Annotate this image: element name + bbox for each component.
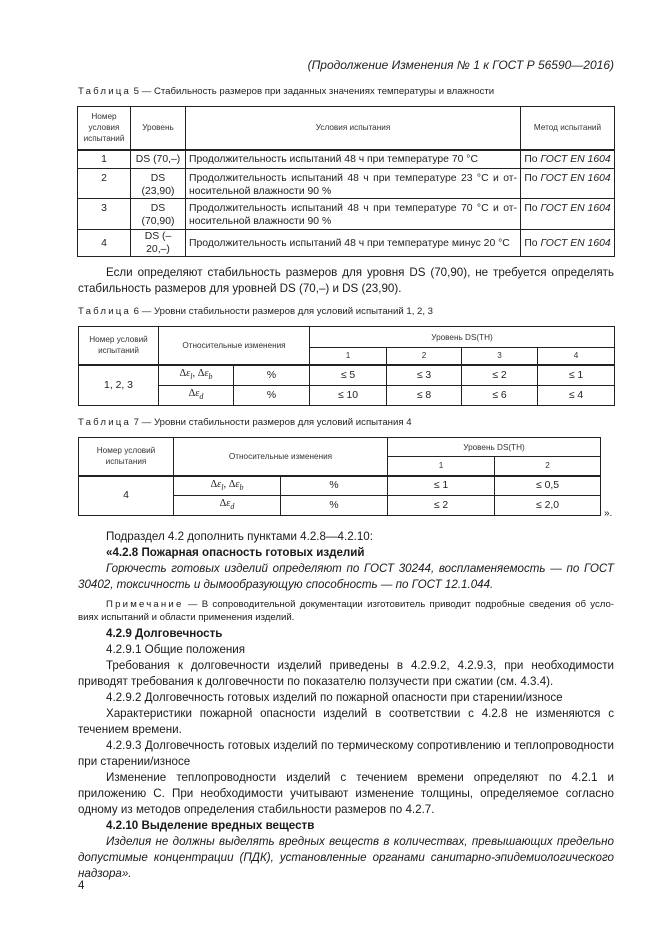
value: ≤ 8 [387, 386, 462, 406]
level-1: 1 [388, 457, 495, 476]
unit: % [281, 496, 388, 516]
method-prefix: По [524, 237, 541, 249]
row-num: 4 [78, 230, 131, 257]
row-num: 3 [78, 199, 131, 230]
paragraph-4-2-9-1: Требования к долговечности изделий приведены в 4.2.9.2, 4.2.9.3, при необходимости приводят требования к долговечности по показателю ползучести при сжатии (см. 4.3.4). [78, 659, 614, 688]
value: ≤ 2 [462, 365, 538, 386]
row-condition: Продолжительность испытаний 48 ч при температуре минус 20 °С [186, 230, 521, 257]
table5-header-row [78, 107, 615, 150]
table-row [79, 365, 615, 386]
note-text: — В сопроводительной документации изготовитель приводит подробные сведения об условиях испытаний и области применения изделий. [78, 599, 614, 623]
table6-caption-text: 6 — Уровни стабильности размеров для условий испытаний 1, 2, 3 [131, 306, 434, 317]
row-method [521, 169, 615, 199]
row-level: DS (70,90) [131, 199, 186, 230]
paragraph-intro: Подраздел 4.2 дополнить пунктами 4.2.8—4.2.10: [106, 530, 373, 543]
value: ≤ 0,5 [495, 476, 601, 496]
method-standard: ГОСТ EN 1604 [540, 203, 611, 214]
level-1: 1 [310, 348, 387, 365]
value: ≤ 5 [310, 365, 387, 386]
paragraph-4-2-8: Горючесть готовых изделий определяют по ГОСТ 30244, воспламеняемость — по ГОСТ 30402, токсичность и дымообразующую способность — по ГОСТ 12.1.044. [78, 562, 614, 591]
table7-col-num: Номер условий испытания [79, 438, 174, 476]
table5-col-level: Уровень [131, 107, 186, 150]
row-method [521, 199, 615, 230]
method-prefix: По [524, 153, 541, 165]
table6-col-level: Уровень DS(TH) [310, 327, 615, 348]
table6-header-row [79, 327, 615, 348]
table-row [78, 150, 615, 169]
note [78, 598, 614, 624]
table-row [78, 169, 615, 199]
level-4: 4 [538, 348, 615, 365]
value: ≤ 6 [462, 386, 538, 406]
table5-col-method: Метод испытаний [521, 107, 615, 150]
table5 [77, 106, 615, 257]
level-3: 3 [462, 348, 538, 365]
table5-col-condition: Условия испытания [186, 107, 521, 150]
table6 [78, 326, 615, 406]
heading-4-2-9: 4.2.9 Долговечность [106, 627, 223, 640]
row-condition: Продолжительность испытаний 48 ч при температуре 70 °С [186, 150, 521, 169]
table5-col-num: Номер условия испытаний [78, 107, 131, 150]
paragraph-ds-note: Если определяют стабильность размеров для уровня DS (70,90), не требуется определять стабильность размеров для уровней DS (70,–) и DS (23,90). [78, 266, 614, 295]
table-row [79, 386, 615, 406]
table7-header-row [79, 438, 601, 457]
row-method [521, 150, 615, 169]
value: ≤ 2 [388, 496, 495, 516]
row-method [521, 230, 615, 257]
method-standard: ГОСТ EN 1604 [540, 153, 611, 165]
value: ≤ 1 [538, 365, 615, 386]
value: ≤ 4 [538, 386, 615, 406]
table5-caption-text: 5 — Стабильность размеров при заданных значениях температуры и влажности [131, 86, 495, 97]
method-standard: ГОСТ EN 1604 [540, 173, 611, 184]
table5-caption [78, 86, 494, 97]
paragraph-4-2-10: Изделия не должны выделять вредных веществ в количествах, превышающих предельно допустимые концентрации (ПДК), установленные органами санитарно-эпидемиологического надзора». [78, 835, 614, 880]
table7-caption-label: Таблица [78, 417, 132, 428]
level-2: 2 [387, 348, 462, 365]
table-row [78, 230, 615, 257]
row-level: DS (–20,–) [131, 230, 186, 257]
row-level: DS (70,–) [131, 150, 186, 169]
method-standard: ГОСТ EN 1604 [540, 237, 611, 249]
table6-caption-label: Таблица [78, 306, 132, 317]
row-condition: Продолжительность испытаний 48 ч при температуре 70 °С и относительной влажности 90 % [186, 199, 521, 230]
table7-col-level: Уровень DS(TH) [388, 438, 601, 457]
heading-4-2-9-2: 4.2.9.2 Долговечность готовых изделий по пожарной опасности при старении/износе [106, 691, 563, 704]
delta-lb: $\Delta\varepsilon_l$, $\Delta\varepsilon_b$ [174, 476, 281, 496]
heading-4-2-10: 4.2.10 Выделение вредных веществ [106, 819, 315, 832]
table-row [79, 476, 601, 496]
table5-caption-label: Таблица [78, 86, 132, 97]
value: ≤ 1 [388, 476, 495, 496]
unit: % [234, 386, 310, 406]
table7-col-rel: Относительные изменения [174, 438, 388, 476]
level-2: 2 [495, 457, 601, 476]
heading-4-2-9-1: 4.2.9.1 Общие положения [106, 643, 246, 656]
delta-lb: $\Delta\varepsilon_l$, $\Delta\varepsilon_b$ [159, 365, 234, 386]
heading-4-2-9-3: 4.2.9.3 Долговечность готовых изделий по термическому сопротивлению и теплопроводности при старении/износе [78, 739, 614, 768]
table6-col-rel: Относительные изменения [159, 327, 310, 365]
group-label: 1, 2, 3 [79, 365, 159, 406]
note-label: Примечание [106, 599, 184, 610]
table-row [78, 199, 615, 230]
row-level: DS (23,90) [131, 169, 186, 199]
unit: % [234, 365, 310, 386]
group-label: 4 [79, 476, 174, 516]
table6-col-num: Номер условий испытаний [79, 327, 159, 365]
table7-caption [78, 417, 412, 428]
value: ≤ 3 [387, 365, 462, 386]
value: ≤ 2,0 [495, 496, 601, 516]
table7-caption-text: 7 — Уровни стабильности размеров для условий испытания 4 [131, 417, 412, 428]
paragraph-4-2-9-3: Изменение теплопроводности изделий с течением времени определяют по 4.2.1 и приложению С. При необходимости учитывают изменение толщины, определяемое согласно одному из методов определения стабильности размеров по 4.2.7. [78, 771, 614, 816]
delta-d: $\Delta\varepsilon_d$ [159, 386, 234, 406]
running-head: (Продолжение Изменения № 1 к ГОСТ Р 56590—2016) [307, 58, 614, 72]
page-number: 4 [78, 880, 85, 892]
table7 [78, 437, 601, 516]
value: ≤ 10 [310, 386, 387, 406]
table6-caption [78, 306, 433, 317]
delta-d: $\Delta\varepsilon_d$ [174, 496, 281, 516]
method-prefix: По [524, 173, 541, 184]
row-condition: Продолжительность испытаний 48 ч при температуре 23 °С и относительной влажности 90 % [186, 169, 521, 199]
paragraph-4-2-9-2: Характеристики пожарной опасности изделий в соответствии с 4.2.8 не изменяются с течением времени. [78, 707, 614, 736]
closing-quote: ». [604, 508, 613, 519]
heading-4-2-8: «4.2.8 Пожарная опасность готовых изделий [106, 546, 365, 559]
unit: % [281, 476, 388, 496]
row-num: 2 [78, 169, 131, 199]
method-prefix: По [524, 203, 541, 214]
row-num: 1 [78, 150, 131, 169]
